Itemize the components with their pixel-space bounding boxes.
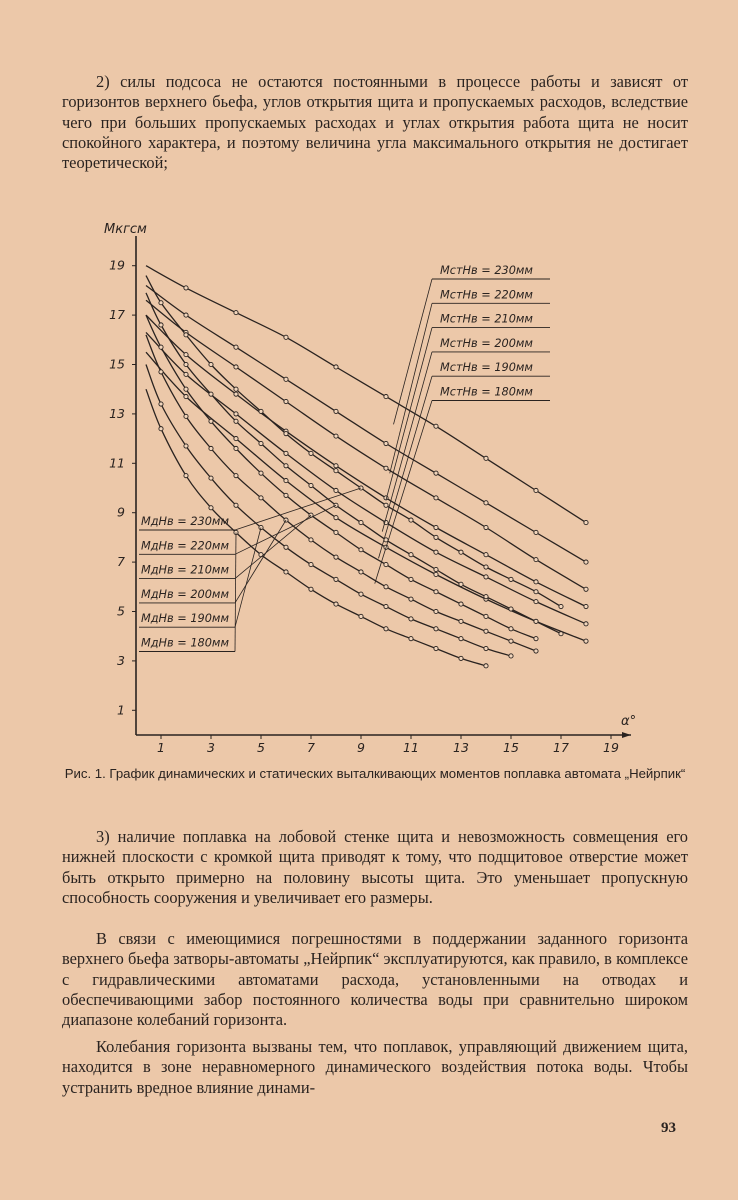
dynamic-series-label: MдHв = 190мм	[141, 612, 229, 626]
dynamic-point	[159, 345, 163, 349]
dynamic-point	[384, 627, 388, 631]
static-point	[284, 478, 288, 482]
static-point	[334, 409, 338, 413]
static-point	[584, 639, 588, 643]
dynamic-point	[509, 654, 513, 658]
dynamic-point	[534, 649, 538, 653]
dynamic-point	[534, 619, 538, 623]
paragraph-4: В связи с имеющимися погрешностями в поддержании заданного горизонта верхнего бьефа затворы-автоматы „Нейрпик“ эксплуатируются, как правило, в комплексе с гидравлическими автоматами расхода, установленными на отводах и обеспечивающими забор постоянного количества воды при сравнительно широком диапазоне колебаний горизонта.	[62, 929, 688, 1030]
static-point	[534, 600, 538, 604]
static-point	[534, 558, 538, 562]
x-tick-label: 17	[553, 740, 569, 755]
dynamic-point	[384, 604, 388, 608]
dynamic-point	[209, 476, 213, 480]
static-point	[334, 434, 338, 438]
static-point	[484, 456, 488, 460]
dynamic-point	[284, 464, 288, 468]
dynamic-point	[184, 444, 188, 448]
x-tick-label: 9	[357, 740, 365, 755]
static-point	[584, 560, 588, 564]
dynamic-point	[259, 471, 263, 475]
dynamic-point	[184, 362, 188, 366]
static-point	[184, 395, 188, 399]
static-point	[584, 520, 588, 524]
dynamic-point	[209, 392, 213, 396]
y-tick-label: 1	[117, 702, 125, 718]
dynamic-point	[459, 619, 463, 623]
static-point	[434, 572, 438, 576]
static-point	[484, 553, 488, 557]
dynamic-point	[184, 414, 188, 418]
dynamic-point	[359, 548, 363, 552]
dynamic-point	[259, 409, 263, 413]
dynamic-series-label: MдHв = 230мм	[141, 515, 229, 528]
dynamic-point	[559, 604, 563, 608]
x-axis-title: α°	[621, 714, 637, 729]
x-tick-label: 3	[207, 740, 215, 755]
static-label-leader	[394, 279, 433, 424]
dynamic-series-line-3	[146, 335, 536, 651]
dynamic-point	[384, 562, 388, 566]
dynamic-point	[234, 446, 238, 450]
static-point	[234, 412, 238, 416]
dynamic-point	[534, 590, 538, 594]
dynamic-point	[284, 432, 288, 436]
static-point	[234, 392, 238, 396]
dynamic-series-label: MдHв = 210мм	[141, 563, 229, 577]
static-point	[434, 525, 438, 529]
dynamic-point	[409, 597, 413, 601]
x-tick-label: 19	[603, 740, 619, 755]
dynamic-label-leader	[235, 515, 311, 578]
dynamic-point	[159, 427, 163, 431]
dynamic-point	[209, 419, 213, 423]
static-label-leader	[382, 352, 432, 532]
dynamic-point	[459, 602, 463, 606]
x-tick-label: 1	[157, 740, 165, 755]
static-point	[234, 437, 238, 441]
static-point	[284, 377, 288, 381]
dynamic-point	[484, 629, 488, 633]
dynamic-point	[334, 577, 338, 581]
static-point	[184, 372, 188, 376]
dynamic-point	[484, 595, 488, 599]
dynamic-point	[359, 614, 363, 618]
static-point	[234, 365, 238, 369]
x-tick-label: 5	[257, 740, 265, 755]
static-point	[384, 441, 388, 445]
y-tick-label: 7	[117, 554, 125, 570]
static-point	[434, 550, 438, 554]
dynamic-point	[334, 469, 338, 473]
dynamic-point	[209, 506, 213, 510]
dynamic-point	[509, 639, 513, 643]
dynamic-point	[309, 483, 313, 487]
paragraph-1: 2) силы подсоса не остаются постоянными в процессе работы и зависят от горизонтов верхнего бьефа, углов открытия щита и пропускаемых расходов, вследствие чего при больших пропускаемых расходах и углах открытия работа щита не носит спокойного характера, и поэтому величина угла максимального открытия не достигает теоретической;	[62, 72, 688, 173]
dynamic-series-label: MдHв = 180мм	[141, 636, 229, 650]
dynamic-point	[509, 627, 513, 631]
static-point	[484, 575, 488, 579]
static-point	[184, 286, 188, 290]
chart-series-lines	[146, 266, 586, 666]
x-tick-label: 15	[503, 740, 519, 755]
static-point	[334, 365, 338, 369]
y-tick-label: 9	[117, 504, 125, 520]
static-point	[534, 530, 538, 534]
y-tick-label: 13	[109, 405, 125, 421]
x-axis-arrow	[622, 732, 631, 738]
dynamic-point	[159, 370, 163, 374]
static-point	[584, 622, 588, 626]
dynamic-point	[234, 503, 238, 507]
dynamic-point	[334, 602, 338, 606]
dynamic-point	[334, 555, 338, 559]
static-point	[234, 311, 238, 315]
dynamic-point	[384, 585, 388, 589]
static-point	[434, 424, 438, 428]
dynamic-point	[209, 446, 213, 450]
dynamic-point	[484, 664, 488, 668]
dynamic-point	[409, 518, 413, 522]
dynamic-label-leader	[235, 520, 286, 603]
chart-axes	[132, 236, 631, 739]
dynamic-point	[284, 493, 288, 497]
figure-caption: Рис. 1. График динамических и статических выталкивающих моментов поплавка автомата „Нейрпик“	[64, 766, 686, 781]
static-point	[434, 471, 438, 475]
dynamic-point	[209, 362, 213, 366]
dynamic-label-leader	[235, 528, 261, 628]
dynamic-point	[359, 570, 363, 574]
y-axis-title: Мкгсм	[104, 222, 147, 238]
static-series-label: MстHв = 210мм	[440, 312, 533, 326]
dynamic-point	[534, 637, 538, 641]
dynamic-point	[159, 323, 163, 327]
paragraph-3: 3) наличие поплавка на лобовой стенке щита и невозможность совмещения его нижней плоскости с кромкой щита приводят к тому, что подщитовое отверстие может быть открыто примерно на половину высоты щита. Это уменьшает пропускную способность сооружения и увеличивает его размеры.	[62, 827, 688, 907]
dynamic-point	[459, 656, 463, 660]
y-tick-label: 17	[109, 307, 125, 323]
dynamic-point	[559, 632, 563, 636]
x-tick-label: 13	[453, 740, 469, 755]
dynamic-point	[509, 577, 513, 581]
static-point	[334, 488, 338, 492]
x-tick-label: 7	[307, 740, 315, 755]
static-point	[334, 516, 338, 520]
dynamic-point	[409, 637, 413, 641]
dynamic-point	[409, 617, 413, 621]
static-series-label: MстHв = 220мм	[440, 288, 533, 302]
dynamic-point	[409, 553, 413, 557]
dynamic-point	[459, 637, 463, 641]
dynamic-point	[434, 609, 438, 613]
static-series-label: MстHв = 190мм	[440, 361, 533, 375]
dynamic-point	[334, 530, 338, 534]
dynamic-point	[309, 562, 313, 566]
static-point	[534, 580, 538, 584]
dynamic-point	[159, 402, 163, 406]
dynamic-point	[434, 590, 438, 594]
dynamic-point	[284, 570, 288, 574]
y-tick-label: 19	[109, 257, 125, 273]
dynamic-point	[409, 577, 413, 581]
static-series-label: MстHв = 180мм	[440, 385, 533, 399]
dynamic-point	[484, 565, 488, 569]
dynamic-point	[359, 592, 363, 596]
dynamic-point	[459, 550, 463, 554]
dynamic-point	[509, 607, 513, 611]
static-point	[584, 587, 588, 591]
static-label-leader	[375, 401, 432, 584]
dynamic-point	[434, 535, 438, 539]
dynamic-point	[259, 496, 263, 500]
dynamic-series-label: MдHв = 220мм	[141, 539, 229, 553]
dynamic-point	[484, 646, 488, 650]
dynamic-point	[184, 333, 188, 337]
dynamic-point	[434, 627, 438, 631]
static-point	[484, 501, 488, 505]
page-number: 93	[661, 1120, 676, 1136]
dynamic-point	[309, 538, 313, 542]
static-point	[434, 496, 438, 500]
dynamic-point	[484, 614, 488, 618]
y-tick-label: 11	[109, 455, 125, 471]
dynamic-point	[259, 441, 263, 445]
dynamic-point	[434, 567, 438, 571]
static-point	[384, 466, 388, 470]
static-point	[284, 399, 288, 403]
dynamic-point	[309, 587, 313, 591]
dynamic-point	[184, 387, 188, 391]
static-point	[284, 335, 288, 339]
static-point	[484, 525, 488, 529]
dynamic-point	[234, 474, 238, 478]
static-point	[184, 353, 188, 357]
dynamic-point	[434, 646, 438, 650]
static-series-label: MстHв = 200мм	[440, 336, 533, 350]
static-point	[234, 345, 238, 349]
y-tick-label: 5	[117, 603, 125, 619]
dynamic-point	[359, 520, 363, 524]
y-tick-label: 15	[109, 356, 125, 372]
dynamic-point	[384, 503, 388, 507]
dynamic-point	[309, 451, 313, 455]
dynamic-label-leader	[235, 532, 236, 651]
static-point	[184, 313, 188, 317]
paragraph-5: Колебания горизонта вызваны тем, что поплавок, управляющий движением щита, находится в зоне неравномерного динамического воздействия потока воды. Чтобы устранить вредное влияние динами-	[62, 1037, 688, 1097]
static-point	[334, 464, 338, 468]
y-tick-label: 3	[117, 652, 125, 668]
dynamic-point	[184, 474, 188, 478]
x-tick-label: 11	[403, 740, 419, 755]
static-point	[534, 488, 538, 492]
static-point	[584, 604, 588, 608]
static-series-label: MстHв = 230мм	[440, 264, 533, 277]
dynamic-point	[459, 582, 463, 586]
static-point	[384, 395, 388, 399]
dynamic-point	[159, 301, 163, 305]
dynamic-point	[234, 419, 238, 423]
dynamic-series-label: MдHв = 200мм	[141, 587, 229, 601]
dynamic-point	[234, 387, 238, 391]
static-point	[284, 451, 288, 455]
dynamic-point	[284, 545, 288, 549]
